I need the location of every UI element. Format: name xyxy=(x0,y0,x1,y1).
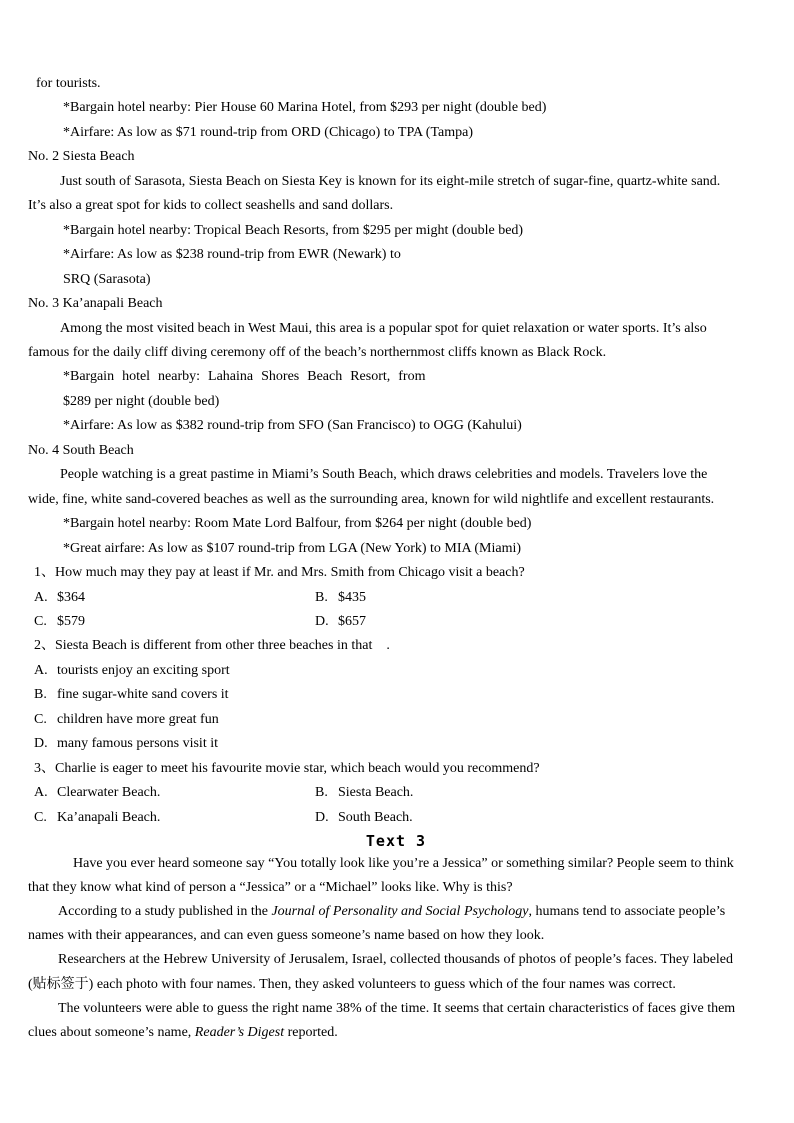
text-line xyxy=(28,900,764,924)
text-line xyxy=(28,852,764,876)
text-segment: 2、Siesta Beach is different from other three beaches in that . xyxy=(34,638,390,654)
hotel-info-line xyxy=(28,512,764,536)
text-segment: No. 3 Ka’anapali Beach xyxy=(28,296,163,312)
option-text: Siesta Beach. xyxy=(338,785,414,801)
text-segment: It’s also a great spot for kids to collect seashells and sand dollars. xyxy=(28,198,394,214)
option-b xyxy=(315,586,366,610)
option-row xyxy=(28,659,764,683)
text-segment: wide, fine, white sand-covered beaches as well as the surrounding area, known for wild nightlife and excellent restaurants. xyxy=(28,491,715,507)
text-line xyxy=(28,997,764,1021)
airfare-info-line xyxy=(28,121,764,145)
text-line xyxy=(28,194,764,218)
option-letter: A. xyxy=(34,785,48,801)
option-text: Clearwater Beach. xyxy=(57,785,161,801)
question-line xyxy=(28,561,764,585)
text-segment: The volunteers were able to guess the right name 38% of the time. It seems that certain characteristics of faces give them xyxy=(58,1000,736,1016)
option-letter: D. xyxy=(34,736,48,752)
options-row xyxy=(28,610,764,634)
airfare-info-line xyxy=(28,414,764,438)
text-segment: *Great airfare: As low as $107 round-trip from LGA (New York) to MIA (Miami) xyxy=(63,540,522,556)
option-letter: A. xyxy=(34,662,48,678)
text-line xyxy=(28,170,764,194)
option-letter: D. xyxy=(315,613,329,629)
text-segment: Among the most visited beach in West Maui, this area is a popular spot for quiet relaxation or water sports. It’s also xyxy=(60,320,707,336)
text-line xyxy=(28,924,764,948)
options-row xyxy=(28,586,764,610)
option-b xyxy=(34,687,229,702)
text-segment: 1、How much may they pay at least if Mr. and Mrs. Smith from Chicago visit a beach? xyxy=(34,565,525,581)
text-segment: reported. xyxy=(284,1024,338,1040)
text-segment: clues about someone’s name, xyxy=(28,1024,195,1040)
text-segment: *Bargain hotel nearby: Tropical Beach Resorts, from $295 per might (double bed) xyxy=(63,222,524,238)
beach-heading-line xyxy=(28,292,764,316)
section-heading: Text 3 xyxy=(365,832,427,851)
question-line xyxy=(28,634,764,658)
option-c xyxy=(34,810,160,825)
text-segment: for tourists. xyxy=(36,76,101,91)
text-line xyxy=(28,1021,764,1045)
text-segment: , humans tend to associate people’s xyxy=(528,904,726,920)
airfare-info-line xyxy=(28,243,764,267)
text-segment: *Airfare: As low as $71 round-trip from ORD (Chicago) to TPA (Tampa) xyxy=(63,124,474,140)
text-line xyxy=(28,72,764,96)
text-line xyxy=(28,948,764,972)
italic-title: Journal of Personality and Social Psychology xyxy=(271,904,529,920)
text-segment: People watching is a great pastime in Miami’s South Beach, which draws celebrities and models. Travelers love the xyxy=(60,467,708,483)
option-d xyxy=(315,610,366,634)
option-text: $435 xyxy=(338,589,366,605)
beach-heading-line xyxy=(28,145,764,169)
option-letter: C. xyxy=(34,613,47,629)
text-line xyxy=(28,973,764,997)
italic-title: Reader’s Digest xyxy=(194,1024,285,1040)
text-segment: *Bargain hotel nearby: Lahaina Shores Beach Resort, from xyxy=(63,369,426,385)
option-text: tourists enjoy an exciting sport xyxy=(57,662,230,678)
text-line xyxy=(28,463,764,487)
option-text: Ka’anapali Beach. xyxy=(57,809,161,825)
hotel-info-line xyxy=(28,96,764,120)
option-row xyxy=(28,708,764,732)
option-text: $657 xyxy=(338,613,366,629)
hotel-info-line xyxy=(28,219,764,243)
text-segment: SRQ (Sarasota) xyxy=(63,271,151,287)
text-segment: *Bargain hotel nearby: Pier House 60 Marina Hotel, from $293 per night (double bed) xyxy=(63,100,547,116)
text-line xyxy=(28,317,764,341)
text-segment: famous for the daily cliff diving ceremony off of the beach’s northernmost cliffs known as Black Rock. xyxy=(28,344,607,360)
option-a xyxy=(34,590,85,605)
option-letter: B. xyxy=(34,687,47,703)
text-segment: Researchers at the Hebrew University of Jerusalem, Israel, collected thousands of photos of people’s faces. They labeled xyxy=(58,952,734,968)
text-segment: According to a study published in the xyxy=(58,904,272,920)
option-letter: D. xyxy=(315,809,329,825)
hotel-info-line xyxy=(28,365,764,389)
text-segment: *Airfare: As low as $238 round-trip from EWR (Newark) to xyxy=(63,247,401,263)
text-segment: that they know what kind of person a “Jessica” or a “Michael” looks like. Why is this? xyxy=(28,880,513,896)
option-c xyxy=(34,712,219,727)
option-letter: B. xyxy=(315,785,328,801)
option-letter: B. xyxy=(315,589,328,605)
text-segment: names with their appearances, and can even guess someone’s name based on how they look. xyxy=(28,928,545,944)
option-text: South Beach. xyxy=(338,809,413,825)
text-segment: Just south of Sarasota, Siesta Beach on Siesta Key is known for its eight-mile stretch of sugar-fine, quartz-white sand. xyxy=(60,173,721,189)
hotel-info-line xyxy=(28,390,764,414)
airfare-info-line xyxy=(28,537,764,561)
option-text: $364 xyxy=(57,589,85,605)
text-line xyxy=(28,341,764,365)
text-segment: No. 2 Siesta Beach xyxy=(28,149,135,165)
option-text: fine sugar-white sand covers it xyxy=(57,687,229,703)
option-d xyxy=(34,736,218,751)
text-segment: (贴标签于) each photo with four names. Then, they asked volunteers to guess which of the four names was correct. xyxy=(28,976,676,992)
options-row xyxy=(28,806,764,830)
option-c xyxy=(34,614,85,629)
option-b xyxy=(315,781,413,805)
text-segment: *Bargain hotel nearby: Room Mate Lord Balfour, from $264 per night (double bed) xyxy=(63,516,532,532)
option-d xyxy=(315,806,413,830)
text-line xyxy=(28,488,764,512)
beach-heading-line xyxy=(28,439,764,463)
option-a xyxy=(34,663,230,678)
option-row xyxy=(28,732,764,756)
text-segment: 3、Charlie is eager to meet his favourite movie star, which beach would you recommend? xyxy=(34,760,540,776)
text-segment: No. 4 South Beach xyxy=(28,442,134,458)
option-text: $579 xyxy=(57,613,85,629)
text-line xyxy=(28,268,764,292)
option-letter: C. xyxy=(34,711,47,727)
option-text: many famous persons visit it xyxy=(57,736,218,752)
option-letter: A. xyxy=(34,589,48,605)
option-letter: C. xyxy=(34,809,47,825)
text-line xyxy=(28,876,764,900)
option-a xyxy=(34,785,160,800)
text-segment: Have you ever heard someone say “You totally look like you’re a Jessica” or something similar? People seem to think xyxy=(73,856,734,872)
document-body xyxy=(28,72,764,1045)
options-row xyxy=(28,781,764,805)
text-segment: $289 per night (double bed) xyxy=(63,393,220,409)
question-line xyxy=(28,757,764,781)
option-text: children have more great fun xyxy=(57,711,219,727)
text-segment: *Airfare: As low as $382 round-trip from SFO (San Francisco) to OGG (Kahului) xyxy=(63,418,522,434)
option-row xyxy=(28,683,764,707)
